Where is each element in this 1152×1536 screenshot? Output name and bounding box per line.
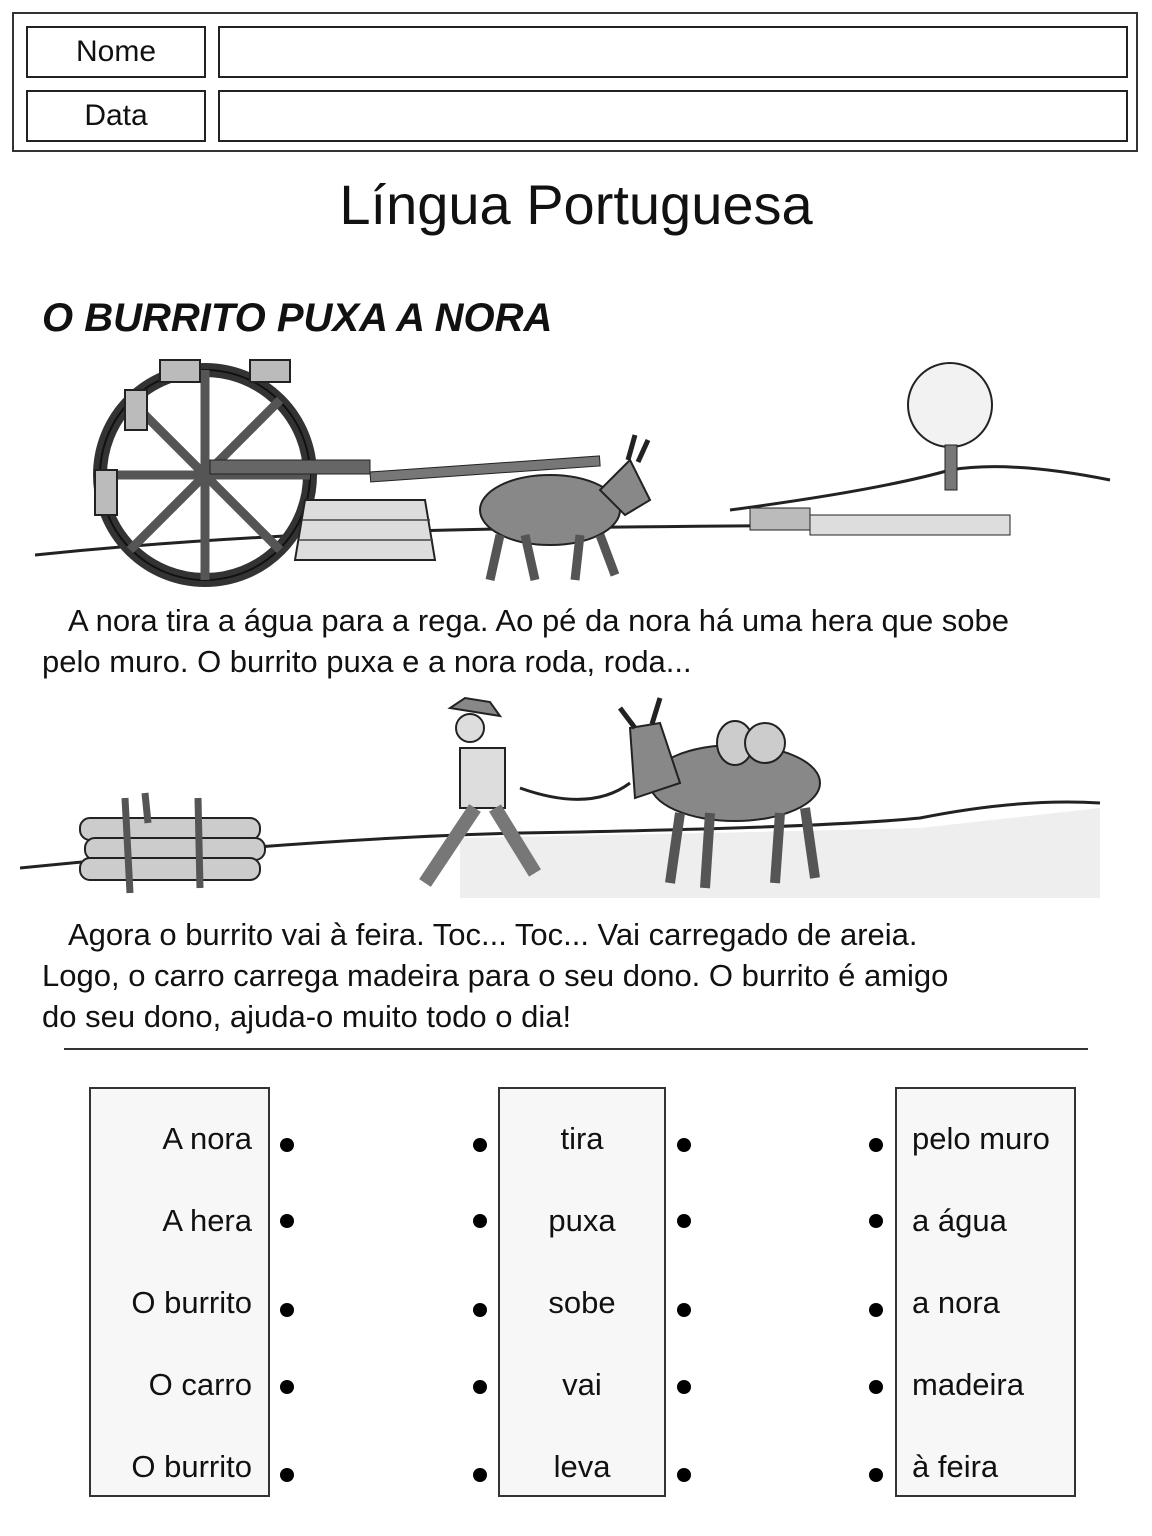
complement-item: a nora — [912, 1285, 1000, 1320]
subject-item: A hera — [162, 1203, 252, 1238]
complement-item: pelo muro — [912, 1121, 1050, 1156]
story-title: O BURRITO PUXA A NORA — [42, 296, 553, 340]
complement-item: madeira — [912, 1367, 1024, 1402]
farmer-donkey-illustration — [20, 688, 1130, 910]
complement-item: à feira — [912, 1449, 999, 1484]
water-wheel-donkey-illustration — [30, 350, 1130, 595]
subject-item: A nora — [162, 1121, 252, 1156]
name-field[interactable] — [218, 26, 1128, 78]
connector-dot[interactable] — [677, 1138, 691, 1152]
connector-dot[interactable] — [869, 1138, 883, 1152]
section-divider — [64, 1048, 1088, 1050]
page-title: Língua Portuguesa — [339, 173, 813, 236]
connector-dot[interactable] — [473, 1380, 487, 1394]
connector-dot[interactable] — [869, 1303, 883, 1317]
connector-dot[interactable] — [280, 1468, 294, 1482]
verb-item: puxa — [548, 1203, 616, 1238]
connector-dot[interactable] — [869, 1214, 883, 1228]
header-form — [12, 12, 1138, 152]
complement-column — [895, 1087, 1076, 1497]
connector-dot[interactable] — [677, 1303, 691, 1317]
verb-item: sobe — [548, 1285, 616, 1320]
connector-dot[interactable] — [677, 1214, 691, 1228]
connector-dot[interactable] — [280, 1138, 294, 1152]
connector-dot[interactable] — [473, 1214, 487, 1228]
subject-column — [89, 1087, 270, 1497]
connector-dot[interactable] — [869, 1468, 883, 1482]
story-paragraph-1: A nora tira a água para a rega. Ao pé da nora há uma hera que sobe pelo muro. O burrito puxa e a nora roda, roda... — [42, 603, 1010, 679]
subject-item: O burrito — [131, 1449, 252, 1484]
connector-dot[interactable] — [473, 1303, 487, 1317]
connector-dot[interactable] — [869, 1380, 883, 1394]
connector-dot[interactable] — [473, 1468, 487, 1482]
connector-dot[interactable] — [280, 1380, 294, 1394]
connector-dot[interactable] — [280, 1214, 294, 1228]
verb-item: leva — [553, 1449, 611, 1484]
complement-item: a água — [912, 1203, 1007, 1238]
subject-item: O burrito — [131, 1285, 252, 1320]
subject-item: O carro — [148, 1367, 252, 1402]
verb-column — [498, 1087, 666, 1497]
verb-item: vai — [562, 1367, 602, 1402]
date-field[interactable] — [218, 90, 1128, 142]
verb-item: tira — [560, 1121, 604, 1156]
name-label: Nome — [26, 26, 206, 78]
story-paragraph-2: Agora o burrito vai à feira. Toc... Toc... Vai carregado de areia. Logo, o carro carrega madeira para o seu dono. O burrito é amigo do seu dono, ajuda-o muito todo o dia! — [42, 917, 949, 1034]
connector-dot[interactable] — [677, 1380, 691, 1394]
connector-dot[interactable] — [473, 1138, 487, 1152]
connector-dot[interactable] — [280, 1303, 294, 1317]
date-label: Data — [26, 90, 206, 142]
connector-dot[interactable] — [677, 1468, 691, 1482]
